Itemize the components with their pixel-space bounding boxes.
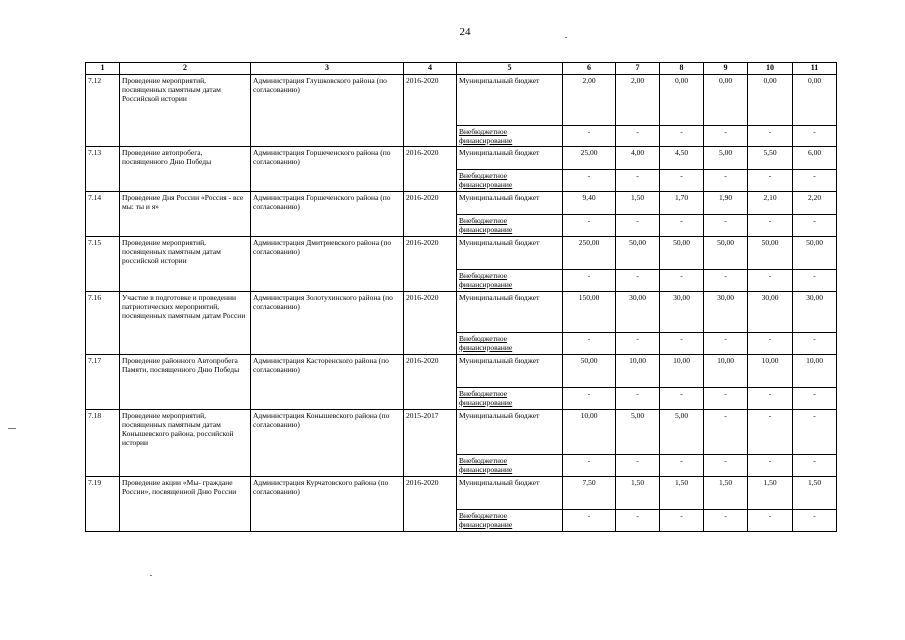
funding-value: 1,50 <box>660 477 704 510</box>
funding-value: - <box>563 170 616 192</box>
funding-source: Внебюджетное финансирование <box>457 455 563 477</box>
funding-value: - <box>793 126 837 147</box>
funding-value: 30,00 <box>704 292 748 333</box>
funding-value: 30,00 <box>616 292 660 333</box>
funding-value: 0,00 <box>660 75 704 126</box>
funding-value: - <box>704 410 748 455</box>
funding-source: Внебюджетное финансирование <box>457 270 563 292</box>
executor: Администрация Курчатовского района (по согласованию) <box>251 477 404 532</box>
funding-value: 50,00 <box>793 237 837 270</box>
funding-value: - <box>660 270 704 292</box>
funding-value: - <box>748 333 793 355</box>
funding-source: Внебюджетное финансирование <box>457 170 563 192</box>
executor: Администрация Касторенского района (по согласованию) <box>251 355 404 410</box>
funding-source: Внебюджетное финансирование <box>457 126 563 147</box>
funding-source: Муниципальный бюджет <box>457 192 563 215</box>
period: 2016-2020 <box>404 192 457 237</box>
funding-value: - <box>616 455 660 477</box>
event-name: Участие в подготовке и проведении патриотических мероприятий, посвященных памятным датам России <box>120 292 251 355</box>
funding-value: 250,00 <box>563 237 616 270</box>
funding-value: - <box>616 388 660 410</box>
funding-value: 5,00 <box>704 147 748 170</box>
row-id: 7.16 <box>86 292 120 355</box>
funding-value: 10,00 <box>748 355 793 388</box>
period: 2016-2020 <box>404 75 457 147</box>
scan-speck <box>150 575 152 576</box>
funding-value: 5,50 <box>748 147 793 170</box>
funding-value: - <box>793 215 837 237</box>
funding-value: - <box>660 455 704 477</box>
funding-value: - <box>704 126 748 147</box>
funding-value: 0,00 <box>793 75 837 126</box>
funding-source: Внебюджетное финансирование <box>457 333 563 355</box>
column-header: 5 <box>457 63 563 75</box>
funding-value: - <box>793 510 837 532</box>
funding-value: 5,00 <box>616 410 660 455</box>
budget-table <box>85 62 837 532</box>
period: 2016-2020 <box>404 147 457 192</box>
funding-value: - <box>748 510 793 532</box>
scan-speck <box>8 428 16 429</box>
funding-value: - <box>704 170 748 192</box>
funding-value: 5,00 <box>660 410 704 455</box>
header-row <box>86 63 837 75</box>
row-id: 7.12 <box>86 75 120 147</box>
period: 2016-2020 <box>404 292 457 355</box>
table-row <box>86 237 837 270</box>
executor: Администрация Глушковского района (по согласованию) <box>251 75 404 147</box>
funding-value: 30,00 <box>793 292 837 333</box>
page-number: 24 <box>459 26 471 38</box>
funding-value: - <box>660 388 704 410</box>
event-name: Проведение мероприятий, посвященных памятным датам Российской истории <box>120 75 251 147</box>
funding-value: - <box>748 126 793 147</box>
funding-value: 2,20 <box>793 192 837 215</box>
funding-value: 30,00 <box>660 292 704 333</box>
period: 2015-2017 <box>404 410 457 477</box>
funding-value: 1,50 <box>793 477 837 510</box>
funding-value: - <box>748 170 793 192</box>
funding-value: - <box>563 270 616 292</box>
funding-value: - <box>563 455 616 477</box>
funding-value: 10,00 <box>704 355 748 388</box>
funding-value: 150,00 <box>563 292 616 333</box>
funding-value: - <box>660 170 704 192</box>
table-row <box>86 355 837 388</box>
funding-value: 4,00 <box>616 147 660 170</box>
funding-source: Муниципальный бюджет <box>457 147 563 170</box>
event-name: Проведение акции «Мы- граждане России», посвященной Дню России <box>120 477 251 532</box>
funding-value: - <box>616 333 660 355</box>
funding-value: - <box>660 333 704 355</box>
column-header: 10 <box>748 63 793 75</box>
column-header: 3 <box>251 63 404 75</box>
column-header: 7 <box>616 63 660 75</box>
funding-value: - <box>793 455 837 477</box>
event-name: Проведение мероприятий, посвященных памятным датам Конышевского района, российской истории <box>120 410 251 477</box>
executor: Администрация Горшеченского района (по согласованию) <box>251 147 404 192</box>
funding-source: Муниципальный бюджет <box>457 75 563 126</box>
funding-value: - <box>660 510 704 532</box>
executor: Администрация Дмитриевского района (по согласованию) <box>251 237 404 292</box>
funding-value: 1,50 <box>748 477 793 510</box>
funding-value: 50,00 <box>616 237 660 270</box>
table-body <box>86 75 837 532</box>
column-header: 6 <box>563 63 616 75</box>
funding-value: - <box>704 270 748 292</box>
table-row <box>86 75 837 126</box>
funding-source: Внебюджетное финансирование <box>457 510 563 532</box>
funding-value: - <box>793 170 837 192</box>
event-name: Проведение мероприятий, посвященных памятным датам российской истории <box>120 237 251 292</box>
event-name: Проведение автопробега, посвященного Дню Победы <box>120 147 251 192</box>
funding-value: - <box>616 170 660 192</box>
funding-source: Муниципальный бюджет <box>457 237 563 270</box>
funding-value: 10,00 <box>616 355 660 388</box>
funding-value: - <box>616 126 660 147</box>
funding-value: - <box>563 333 616 355</box>
funding-value: 10,00 <box>793 355 837 388</box>
funding-value: 2,10 <box>748 192 793 215</box>
period: 2016-2020 <box>404 355 457 410</box>
funding-value: 10,00 <box>660 355 704 388</box>
funding-value: 50,00 <box>748 237 793 270</box>
table-row <box>86 477 837 510</box>
column-header: 1 <box>86 63 120 75</box>
column-header: 2 <box>120 63 251 75</box>
funding-value: 1,50 <box>616 192 660 215</box>
row-id: 7.14 <box>86 192 120 237</box>
funding-value: - <box>704 455 748 477</box>
funding-value: 50,00 <box>660 237 704 270</box>
funding-value: - <box>704 510 748 532</box>
funding-value: 6,00 <box>793 147 837 170</box>
column-header: 4 <box>404 63 457 75</box>
funding-value: 1,50 <box>616 477 660 510</box>
row-id: 7.19 <box>86 477 120 532</box>
funding-value: - <box>660 126 704 147</box>
funding-value: - <box>748 270 793 292</box>
row-id: 7.15 <box>86 237 120 292</box>
funding-value: - <box>793 410 837 455</box>
executor: Администрация Конышевского района (по согласованию) <box>251 410 404 477</box>
funding-value: 1,90 <box>704 192 748 215</box>
event-name: Проведение районного Автопробега Памяти, посвященного Дню Победы <box>120 355 251 410</box>
funding-value: 10,00 <box>563 410 616 455</box>
funding-value: 0,00 <box>748 75 793 126</box>
period: 2016-2020 <box>404 477 457 532</box>
funding-value: 30,00 <box>748 292 793 333</box>
funding-value: - <box>704 333 748 355</box>
funding-value: 25,00 <box>563 147 616 170</box>
funding-value: - <box>793 270 837 292</box>
funding-source: Муниципальный бюджет <box>457 355 563 388</box>
funding-value: - <box>748 388 793 410</box>
funding-source: Внебюджетное финансирование <box>457 388 563 410</box>
funding-value: - <box>748 410 793 455</box>
funding-value: - <box>793 388 837 410</box>
funding-value: - <box>563 510 616 532</box>
funding-value: 50,00 <box>563 355 616 388</box>
period: 2016-2020 <box>404 237 457 292</box>
funding-value: 50,00 <box>704 237 748 270</box>
funding-value: - <box>793 333 837 355</box>
funding-value: - <box>660 215 704 237</box>
funding-value: 1,70 <box>660 192 704 215</box>
row-id: 7.18 <box>86 410 120 477</box>
funding-value: 9,40 <box>563 192 616 215</box>
executor: Администрация Горшеченского района (по согласованию) <box>251 192 404 237</box>
funding-value: - <box>616 510 660 532</box>
event-name: Проведение Дня России «Россия - все мы: ты и я» <box>120 192 251 237</box>
executor: Администрация Золотухинского района (по согласованию) <box>251 292 404 355</box>
scan-speck <box>565 37 567 38</box>
funding-value: - <box>563 388 616 410</box>
funding-value: - <box>563 126 616 147</box>
table-row <box>86 292 837 333</box>
funding-source: Муниципальный бюджет <box>457 477 563 510</box>
row-id: 7.17 <box>86 355 120 410</box>
funding-source: Внебюджетное финансирование <box>457 215 563 237</box>
column-header: 11 <box>793 63 837 75</box>
funding-value: - <box>563 215 616 237</box>
funding-value: - <box>704 388 748 410</box>
funding-value: 2,00 <box>616 75 660 126</box>
table-row <box>86 192 837 215</box>
funding-value: - <box>748 215 793 237</box>
funding-value: 7,50 <box>563 477 616 510</box>
table-row <box>86 147 837 170</box>
funding-source: Муниципальный бюджет <box>457 410 563 455</box>
funding-value: - <box>616 270 660 292</box>
row-id: 7.13 <box>86 147 120 192</box>
funding-value: - <box>748 455 793 477</box>
funding-value: 2,00 <box>563 75 616 126</box>
funding-value: 1,50 <box>704 477 748 510</box>
column-header: 9 <box>704 63 748 75</box>
column-header: 8 <box>660 63 704 75</box>
table-row <box>86 410 837 455</box>
funding-value: 4,50 <box>660 147 704 170</box>
funding-value: 0,00 <box>704 75 748 126</box>
funding-value: - <box>704 215 748 237</box>
funding-value: - <box>616 215 660 237</box>
funding-source: Муниципальный бюджет <box>457 292 563 333</box>
